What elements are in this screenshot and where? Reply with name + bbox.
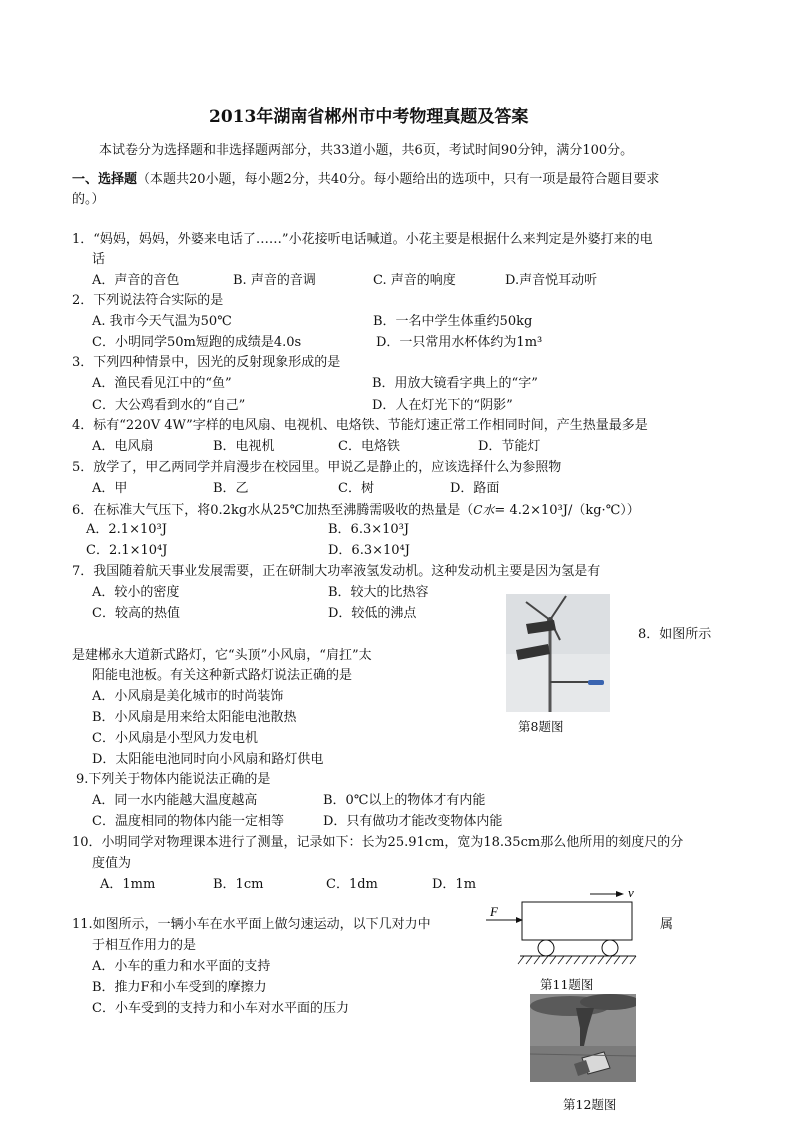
q4-option-d: D．节能灯 xyxy=(478,439,541,454)
q8-option-d: D．太阳能电池同时向小风扇和路灯供电 xyxy=(92,752,324,767)
q8-stem: 是建郴永大道新式路灯，它“头顶”小风扇，“肩扛”太 xyxy=(72,648,372,663)
q10-stem-cont: 度值为 xyxy=(92,856,132,871)
q6-stem-text: 6．在标准大气压下，将0.2kg水从25℃加热至沸腾需吸收的热量是（ xyxy=(72,503,474,518)
q3-option-d: D．人在灯光下的“阴影” xyxy=(372,398,513,413)
q6-option-b: B．6.3×10³J xyxy=(328,522,410,537)
q9-option-c: C．温度相同的物体内能一定相等 xyxy=(92,814,284,829)
q11-option-b: B．推力F和小车受到的摩擦力 xyxy=(92,980,267,995)
q1-stem-cont: 话 xyxy=(92,252,106,267)
q2-option-a: A. 我市今天气温为50℃ xyxy=(92,314,232,329)
q3-stem: 3．下列四种情景中，因光的反射现象形成的是 xyxy=(72,355,341,370)
q2-option-d: D．一只常用水杯体约为1m³ xyxy=(376,335,543,350)
q11-stem-end: 属 xyxy=(660,917,674,932)
q4-option-b: B．电视机 xyxy=(213,439,275,454)
q9-option-d: D．只有做功才能改变物体内能 xyxy=(323,814,503,829)
q10-option-c: C．1dm xyxy=(326,877,378,892)
q6-stem-end: = 4.2×10³J/（kg·℃）） xyxy=(494,503,640,518)
q3-option-a: A．渔民看见江中的“鱼” xyxy=(92,376,232,391)
section-heading xyxy=(72,172,659,188)
q11-figure-caption: 第11题图 xyxy=(540,977,594,992)
q3-option-b: B．用放大镜看字典上的“字” xyxy=(372,376,538,391)
q2-option-b: B．一名中学生体重约50kg xyxy=(373,314,533,329)
q2-option-c: C．小明同学50m短跑的成绩是4.0s xyxy=(92,335,302,350)
q8-option-a: A．小风扇是美化城市的时尚装饰 xyxy=(92,689,284,704)
q1-option-b: B. 声音的音调 xyxy=(233,273,316,288)
q11-stem: 11.如图所示，一辆小车在水平面上做匀速运动，以下几对力中 xyxy=(72,917,431,932)
q8-stem-cont: 阳能电池板。有关这种新式路灯说法正确的是 xyxy=(92,668,353,683)
q1-option-d: D.声音悦耳动听 xyxy=(505,273,598,288)
q7-stem: 7．我国随着航天事业发展需要，正在研制大功率液氢发动机。这种发动机主要是因为氢是有 xyxy=(72,564,601,579)
velocity-label: v xyxy=(628,885,634,900)
q5-option-c: C．树 xyxy=(338,481,374,496)
q11-option-c: C．小车受到的支持力和小车对水平面的压力 xyxy=(92,1001,349,1016)
q6-stem xyxy=(72,502,640,519)
q6-specific-heat-symbol: C水 xyxy=(473,503,495,517)
q10-option-a: A．1mm xyxy=(100,877,156,892)
street-lamp-figure xyxy=(506,594,610,712)
q4-option-a: A．电风扇 xyxy=(92,439,154,454)
q10-stem: 10．小明同学对物理课本进行了测量，记录如下：长为25.91cm，宽为18.35cm那么他所用的刻度尺的分 xyxy=(72,835,684,850)
q7-option-a: A．较小的密度 xyxy=(92,585,180,600)
q8-option-b: B．小风扇是用来给太阳能电池散热 xyxy=(92,710,297,725)
q1-option-c: C. 声音的响度 xyxy=(373,273,456,288)
q5-option-d: D．路面 xyxy=(450,481,500,496)
q11-option-a: A．小车的重力和水平面的支持 xyxy=(92,959,271,974)
intro-text: 本试卷分为选择题和非选择题两部分，共33道小题，共6页，考试时间90分钟，满分100分。 xyxy=(99,143,634,158)
q7-option-d: D．较低的沸点 xyxy=(328,606,417,621)
q7-option-c: C．较高的热值 xyxy=(92,606,180,621)
q1-option-a: A．声音的音色 xyxy=(92,273,180,288)
q12-figure-caption: 第12题图 xyxy=(563,1097,617,1112)
q5-option-a: A．甲 xyxy=(92,481,128,496)
section-title: 一、选择题 xyxy=(72,172,138,187)
q8-option-c: C．小风扇是小型风力发电机 xyxy=(92,731,258,746)
q8-stem-start: 8．如图所示 xyxy=(638,627,712,642)
q5-stem: 5．放学了，甲乙两同学并肩漫步在校园里。甲说乙是静止的，应该选择什么为参照物 xyxy=(72,460,562,475)
q8-figure-caption: 第8题图 xyxy=(518,719,564,734)
q4-stem: 4．标有“220V 4W”字样的电风扇、电视机、电烙铁、节能灯速正常工作相同时间，产生热量最多是 xyxy=(72,418,648,433)
q6-option-c: C．2.1×10⁴J xyxy=(86,543,168,558)
section-desc-cont: 的。） xyxy=(72,192,105,207)
q6-option-a: A．2.1×10³J xyxy=(86,522,167,537)
q9-option-b: B．0℃以上的物体才有内能 xyxy=(323,793,486,808)
q7-option-b: B．较大的比热容 xyxy=(328,585,429,600)
cart-diagram xyxy=(484,882,644,970)
q6-option-d: D．6.3×10⁴J xyxy=(328,543,410,558)
q3-option-c: C．大公鸡看到水的“自己” xyxy=(92,398,246,413)
q11-stem-cont: 于相互作用力的是 xyxy=(92,938,197,953)
q4-option-c: C．电烙铁 xyxy=(338,439,400,454)
tornado-photo xyxy=(530,994,636,1082)
q10-option-b: B．1cm xyxy=(213,877,264,892)
q1-stem: 1．“妈妈，妈妈，外婆来电话了……”小花接听电话喊道。小花主要是根据什么来判定是外婆打来的电 xyxy=(72,232,653,247)
page-title: 2013年湖南省郴州市中考物理真题及答案 xyxy=(209,107,529,127)
q9-stem: 9.下列关于物体内能说法正确的是 xyxy=(76,772,271,787)
q5-option-b: B．乙 xyxy=(213,481,249,496)
section-desc: （本题共20小题，每小题2分，共40分。每小题给出的选项中，只有一项是最符合题目要求 xyxy=(137,172,660,187)
q10-option-d: D．1m xyxy=(432,877,477,892)
q9-option-a: A．同一水内能越大温度越高 xyxy=(92,793,258,808)
force-label: F xyxy=(490,904,498,919)
q2-stem: 2．下列说法符合实际的是 xyxy=(72,293,224,308)
